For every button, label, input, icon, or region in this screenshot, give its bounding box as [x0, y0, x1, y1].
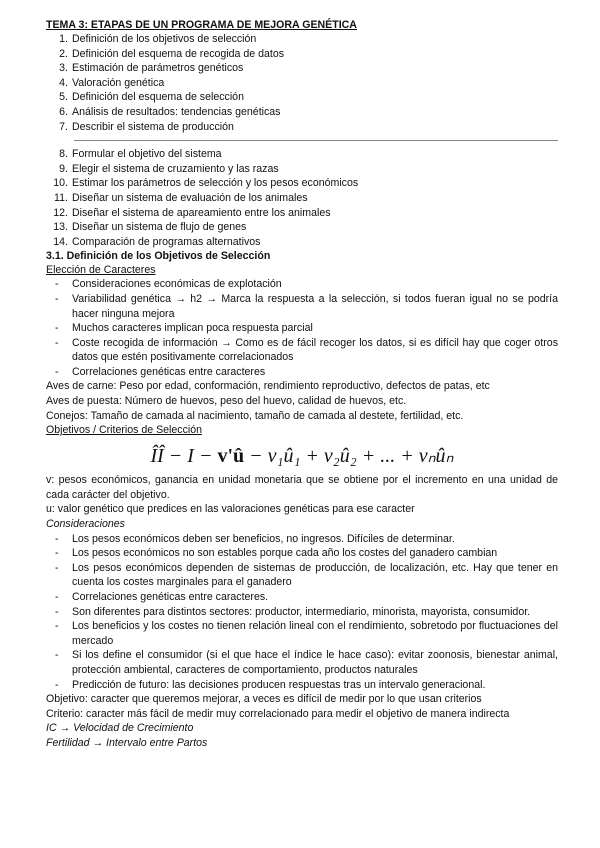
list-text: Los pesos económicos no son estables porque cada año los costes del ganadero cambian	[72, 547, 498, 560]
divider	[74, 140, 558, 141]
list-text: Elegir el sistema de cruzamiento y las razas	[72, 162, 279, 175]
criterio-text: Criterio: caracter más fácil de medir muy correlacionado para medir el objetivo de manera indirecta	[46, 707, 510, 720]
list-item	[46, 47, 558, 62]
selection-index-formula	[46, 439, 558, 473]
criterios-heading: Objetivos / Criterios de Selección	[46, 424, 203, 437]
list-number: 14.	[53, 235, 68, 248]
list-text: Los beneficios y los costes no tienen relación lineal con el rendimiento, sobretodo por fluctuaciones del mercado	[72, 620, 558, 647]
system-stages-list	[46, 147, 558, 249]
list-item	[46, 532, 558, 547]
list-text: Los pesos económicos deben ser beneficios, no ingresos. Difíciles de determinar.	[72, 532, 455, 545]
dash: -	[55, 649, 59, 662]
list-item	[46, 546, 558, 561]
list-text: Diseñar un sistema de evaluación de los animales	[72, 191, 308, 204]
list-item	[46, 648, 558, 677]
list-text: Diseñar un sistema de flujo de genes	[72, 221, 247, 234]
list-number: 7.	[59, 120, 68, 133]
list-text: Definición del esquema de selección	[72, 91, 244, 104]
eleccion-list	[46, 277, 558, 379]
stages-list	[46, 32, 558, 134]
list-item	[46, 176, 558, 191]
dash: -	[55, 532, 59, 545]
list-item	[46, 61, 558, 76]
list-item	[46, 336, 558, 365]
list-text: Los pesos económicos dependen de sistemas de producción, de localización, etc. Hay que tener en cuenta los costes marginales para el ganadero	[72, 561, 558, 589]
dash: -	[55, 336, 59, 349]
list-number: 10.	[53, 177, 68, 190]
formula-lhs: ÎÎ − I −	[150, 445, 218, 468]
dash: -	[55, 605, 59, 618]
list-number: 11.	[54, 191, 68, 204]
list-text: Describir el sistema de producción	[72, 120, 234, 133]
list-item	[46, 206, 558, 221]
dash: -	[55, 365, 59, 378]
list-text: Definición de los objetivos de selección	[72, 33, 257, 45]
aves-puesta-text: Aves de puesta: Número de huevos, peso del huevo, calidad de huevos, etc.	[46, 395, 407, 408]
list-number: 3.	[59, 62, 68, 75]
list-number: 2.	[59, 47, 68, 60]
dash: -	[55, 591, 59, 603]
list-item	[46, 220, 558, 235]
dash: -	[55, 678, 59, 691]
formula-rhs: − v₁û₁ + v₂û₂ + ... + vₙûₙ	[244, 445, 454, 468]
list-item	[46, 321, 558, 336]
consideraciones-heading: Consideraciones	[46, 518, 125, 531]
dash: -	[55, 292, 59, 305]
list-item	[46, 277, 558, 292]
list-text: Comparación de programas alternativos	[72, 235, 261, 248]
list-text: Variabilidad genética → h2 → Marca la respuesta a la selección, si todos fueran igual no se podría hacer ninguna mejora	[72, 292, 558, 320]
list-text: Diseñar el sistema de apareamiento entre los animales	[72, 206, 331, 219]
consideraciones-list	[46, 532, 558, 693]
list-item	[46, 120, 558, 135]
dash: -	[55, 620, 59, 633]
list-number: 1.	[59, 33, 68, 45]
list-text: Definición del esquema de recogida de datos	[72, 47, 285, 60]
list-item	[46, 90, 558, 105]
list-number: 6.	[59, 105, 68, 118]
document-page	[46, 18, 558, 751]
dash: -	[55, 278, 59, 291]
list-item	[46, 292, 558, 321]
dash: -	[55, 547, 59, 560]
dash: -	[55, 561, 59, 574]
list-item	[46, 590, 558, 605]
list-item	[46, 147, 558, 162]
formula-vector-term: v'û	[217, 445, 245, 468]
list-item	[46, 561, 558, 590]
list-item	[46, 32, 558, 47]
list-number: 9.	[59, 162, 68, 175]
list-text: Estimar los parámetros de selección y los pesos económicos	[72, 177, 359, 190]
page-title: TEMA 3: ETAPAS DE UN PROGRAMA DE MEJORA GENÉTICA	[46, 19, 357, 31]
list-item	[46, 76, 558, 91]
aves-carne-text: Aves de carne: Peso por edad, conformación, rendimiento reproductivo, defectos de patas, etc	[46, 380, 490, 393]
fertilidad-text: Fertilidad → Intervalo entre Partos	[46, 736, 208, 749]
list-text: Análisis de resultados: tendencias genéticas	[72, 105, 281, 118]
objetivo-text: Objetivo: caracter que queremos mejorar, a veces es difícil de medir por lo que usan criterios	[46, 693, 482, 706]
list-text: Si los define el consumidor (si el que hace el índice le hace caso): evitar zoonosis, bienestar animal, protección ambiental, caracteres de comportamiento, productos naturales	[72, 649, 558, 676]
list-text: Coste recogida de información → Como es de fácil recoger los datos, si es difícil hay que coger otros datos que estén positivamente correlacionados	[72, 336, 558, 364]
list-number: 4.	[59, 76, 68, 89]
list-text: Formular el objetivo del sistema	[72, 148, 222, 161]
list-item	[46, 105, 558, 120]
list-number: 5.	[59, 91, 68, 104]
list-item	[46, 162, 558, 177]
list-text: Correlaciones genéticas entre caracteres.	[72, 591, 269, 603]
list-number: 13.	[53, 221, 68, 234]
dash: -	[55, 322, 59, 335]
u-definition: u: valor genético que predices en las valoraciones genéticas para ese caracter	[46, 503, 415, 516]
list-number: 12.	[53, 206, 68, 219]
list-item	[46, 678, 558, 693]
conejos-text: Conejos: Tamaño de camada al nacimiento, tamaño de camada al destete, fertilidad, etc.	[46, 409, 464, 422]
list-number: 8.	[59, 148, 68, 161]
v-definition: v: pesos económicos, ganancia en unidad monetaria que se obtiene por el incremento en una unidad de cada carácter del objetivo.	[46, 474, 558, 501]
list-text: Consideraciones económicas de explotación	[72, 278, 282, 291]
list-item	[46, 619, 558, 648]
list-text: Valoración genética	[72, 76, 165, 89]
ic-text: IC → Velocidad de Crecimiento	[46, 722, 194, 735]
list-item	[46, 605, 558, 620]
list-item	[46, 191, 558, 206]
section-heading: 3.1. Definición de los Objetivos de Selección	[46, 250, 271, 263]
eleccion-heading: Elección de Caracteres	[46, 264, 156, 277]
list-text: Correlaciones genéticas entre caracteres	[72, 365, 266, 378]
list-text: Son diferentes para distintos sectores: productor, intermediario, minorista, mayorista, consumidor.	[72, 605, 531, 618]
list-item	[46, 365, 558, 380]
list-text: Estimación de parámetros genéticos	[72, 62, 244, 75]
list-item	[46, 235, 558, 250]
list-text: Muchos caracteres implican poca respuesta parcial	[72, 322, 313, 335]
list-text: Predicción de futuro: las decisiones producen respuestas tras un intervalo generacional.	[72, 678, 486, 691]
